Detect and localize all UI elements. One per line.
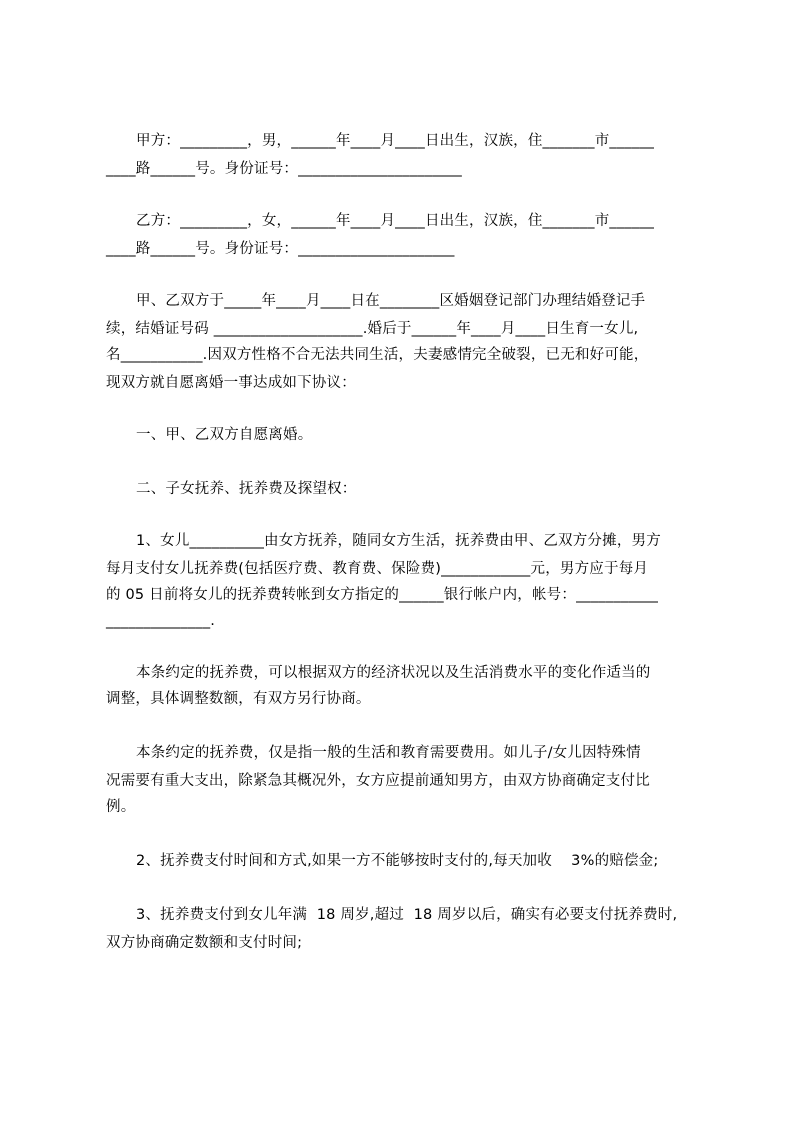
para-adjust-line-2: 调整，具体调整数额，有双方另行协商。: [106, 691, 371, 707]
item-2: 2、抚养费支付时间和方式,如果一方不能够按时支付的,每天加收 3%的赔偿金;: [136, 853, 659, 869]
para-general-line-1: 本条约定的抚养费，仅是指一般的生活和教育需要费用。如儿子/女儿因特殊情: [136, 745, 641, 761]
clause-2: 二、子女抚养、抚养费及探望权：: [136, 481, 357, 497]
para-adjust-line-1: 本条约定的抚养费，可以根据双方的经济状况以及生活消费水平的变化作适当的: [136, 665, 651, 681]
clause-1: 一、甲、乙双方自愿离婚。: [136, 427, 313, 443]
preamble-line-1: 甲、乙双方于_____年____月____日在________区婚姻登记部门办理结婚登记手: [136, 293, 646, 309]
party-a-line-1: 甲方：_________，男，______年____月____日出生，汉族，住_______市______: [136, 133, 655, 149]
party-a-line-2: ____路______号。身份证号：______________________: [106, 161, 462, 177]
preamble-line-2: 续，结婚证号码 ____________________.婚后于______年____月____日生育一女儿,: [106, 321, 639, 337]
para-general-line-2: 况需要有重大支出，除紧急其概况外，女方应提前通知男方，由双方协商确定支付比: [106, 773, 650, 789]
preamble-line-3: 名___________.因双方性格不合无法共同生活，夫妻感情完全破裂，已无和好可能，: [106, 347, 649, 363]
party-b-line-2: ____路______号。身份证号：_____________________: [106, 241, 455, 257]
item-1-line-4: ______________.: [106, 613, 216, 629]
item-3-line-1: 3、抚养费支付到女儿年满 18 周岁,超过 18 周岁以后，确实有必要支付抚养费时,: [136, 907, 678, 923]
para-general-line-3: 例。: [106, 799, 136, 815]
preamble-line-4: 现双方就自愿离婚一事达成如下协议：: [106, 375, 356, 391]
item-1-line-1: 1、女儿__________由女方抚养，随同女方生活，抚养费由甲、乙双方分摊，男方: [136, 533, 661, 549]
item-3-line-2: 双方协商确定数额和支付时间;: [106, 935, 303, 951]
item-1-line-3: 的 05 日前将女儿的抚养费转帐到女方指定的______银行帐户内，帐号：___________: [106, 587, 659, 603]
item-1-line-2: 每月支付女儿抚养费(包括医疗费、教育费、保险费)____________元，男方应于每月: [106, 561, 649, 577]
party-b-line-1: 乙方：_________，女，______年____月____日出生，汉族，住_______市______: [136, 213, 655, 229]
